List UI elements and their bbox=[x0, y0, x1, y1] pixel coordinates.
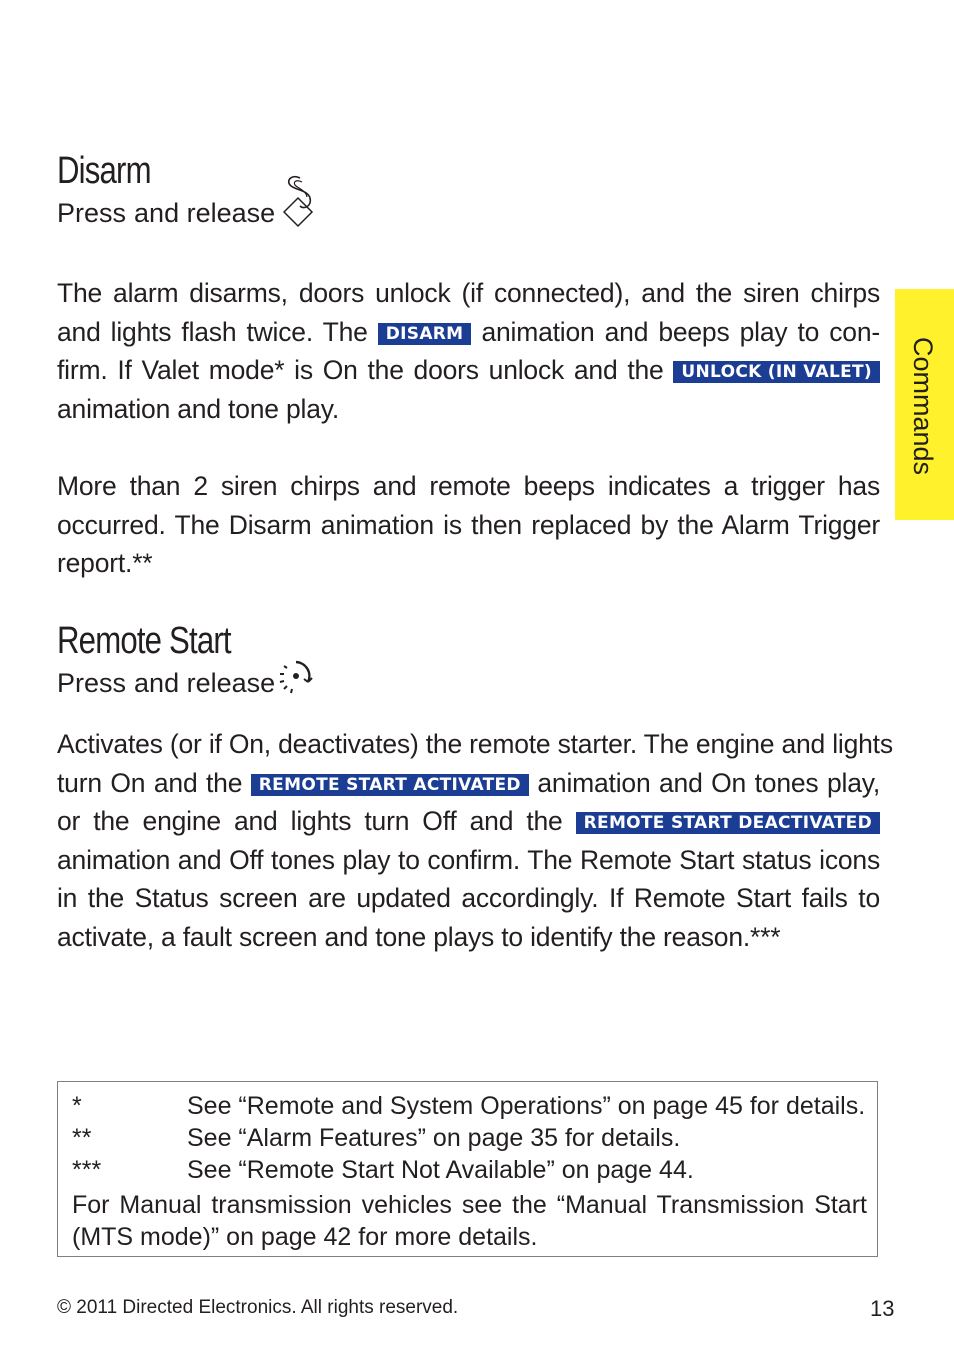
text-fragment: and lights flash twice. The bbox=[57, 316, 368, 347]
footnote-row bbox=[72, 1156, 694, 1188]
disarm-animation-tag: DISARM bbox=[378, 323, 472, 345]
text-fragment: turn On and the bbox=[57, 767, 243, 798]
remote-start-deactivated-tag: REMOTE START DEACTIVATED bbox=[576, 812, 880, 834]
footnotes-box bbox=[57, 1081, 878, 1257]
remote-start-paragraph bbox=[57, 725, 893, 957]
text-fragment: animation and On tones play, bbox=[537, 767, 880, 798]
text-line: Activates (or if On, deactivates) the remote starter. The engine and lights bbox=[57, 729, 893, 759]
footnote-mark: ** bbox=[72, 1124, 92, 1152]
text-line bbox=[57, 351, 880, 390]
disarm-press-instruction bbox=[57, 198, 275, 229]
text-line bbox=[57, 313, 880, 352]
text-fragment: firm. If Valet mode* is On the doors unlock and the bbox=[57, 355, 664, 386]
key-button-icon bbox=[278, 172, 318, 228]
manual-transmission-note: For Manual transmission vehicles see the “Manual Transmission Start (MTS mode)” on page 42 for more details. bbox=[72, 1191, 867, 1251]
text-line bbox=[57, 764, 880, 803]
disarm-heading: Disarm bbox=[57, 150, 151, 192]
text-line: occurred. The Disarm animation is then replaced by the Alarm Trigger bbox=[57, 509, 880, 540]
commands-side-tab bbox=[895, 289, 954, 520]
text-line: activate, a fault screen and tone plays to identify the reason.*** bbox=[57, 921, 781, 952]
copyright-text: © 2011 Directed Electronics. All rights reserved. bbox=[57, 1297, 459, 1318]
press-word: Press bbox=[57, 668, 127, 698]
footnote-mark: *** bbox=[72, 1156, 102, 1184]
footnote-row bbox=[72, 1092, 865, 1124]
remote-start-heading: Remote Start bbox=[57, 620, 231, 662]
remote-start-press-instruction bbox=[57, 668, 275, 699]
text-line: report.** bbox=[57, 548, 153, 579]
unlock-valet-animation-tag: UNLOCK (IN VALET) bbox=[673, 361, 880, 383]
footnote-text: See “Remote Start Not Available” on page 44. bbox=[187, 1156, 694, 1184]
footnote-text: See “Alarm Features” on page 35 for details. bbox=[187, 1124, 681, 1152]
release-text: and release bbox=[134, 198, 276, 228]
text-line: More than 2 siren chirps and remote beeps indicates a trigger has bbox=[57, 471, 880, 501]
remote-start-activated-tag: REMOTE START ACTIVATED bbox=[251, 774, 529, 796]
release-text: and release bbox=[134, 668, 276, 698]
page-number: 13 bbox=[870, 1296, 895, 1321]
text-line bbox=[57, 802, 880, 841]
text-line: animation and Off tones play to confirm. The Remote Start status icons bbox=[57, 844, 880, 875]
footnote-mark: * bbox=[72, 1092, 82, 1120]
footnote-text: See “Remote and System Operations” on page 45 for details. bbox=[187, 1092, 866, 1120]
disarm-paragraph-2 bbox=[57, 467, 880, 583]
disarm-paragraph-1 bbox=[57, 274, 880, 428]
text-fragment: or the engine and lights turn Off and the bbox=[57, 806, 563, 837]
press-word: Press bbox=[57, 198, 127, 228]
side-tab-label: Commands bbox=[908, 337, 938, 476]
text-line: in the Status screen are updated accordingly. If Remote Start fails to bbox=[57, 883, 880, 914]
remote-start-button-icon bbox=[274, 658, 318, 698]
text-fragment: animation and beeps play to con- bbox=[481, 316, 880, 347]
text-line: animation and tone play. bbox=[57, 393, 339, 424]
text-line: The alarm disarms, doors unlock (if connected), and the siren chirps bbox=[57, 278, 880, 308]
footnote-row bbox=[72, 1124, 680, 1156]
